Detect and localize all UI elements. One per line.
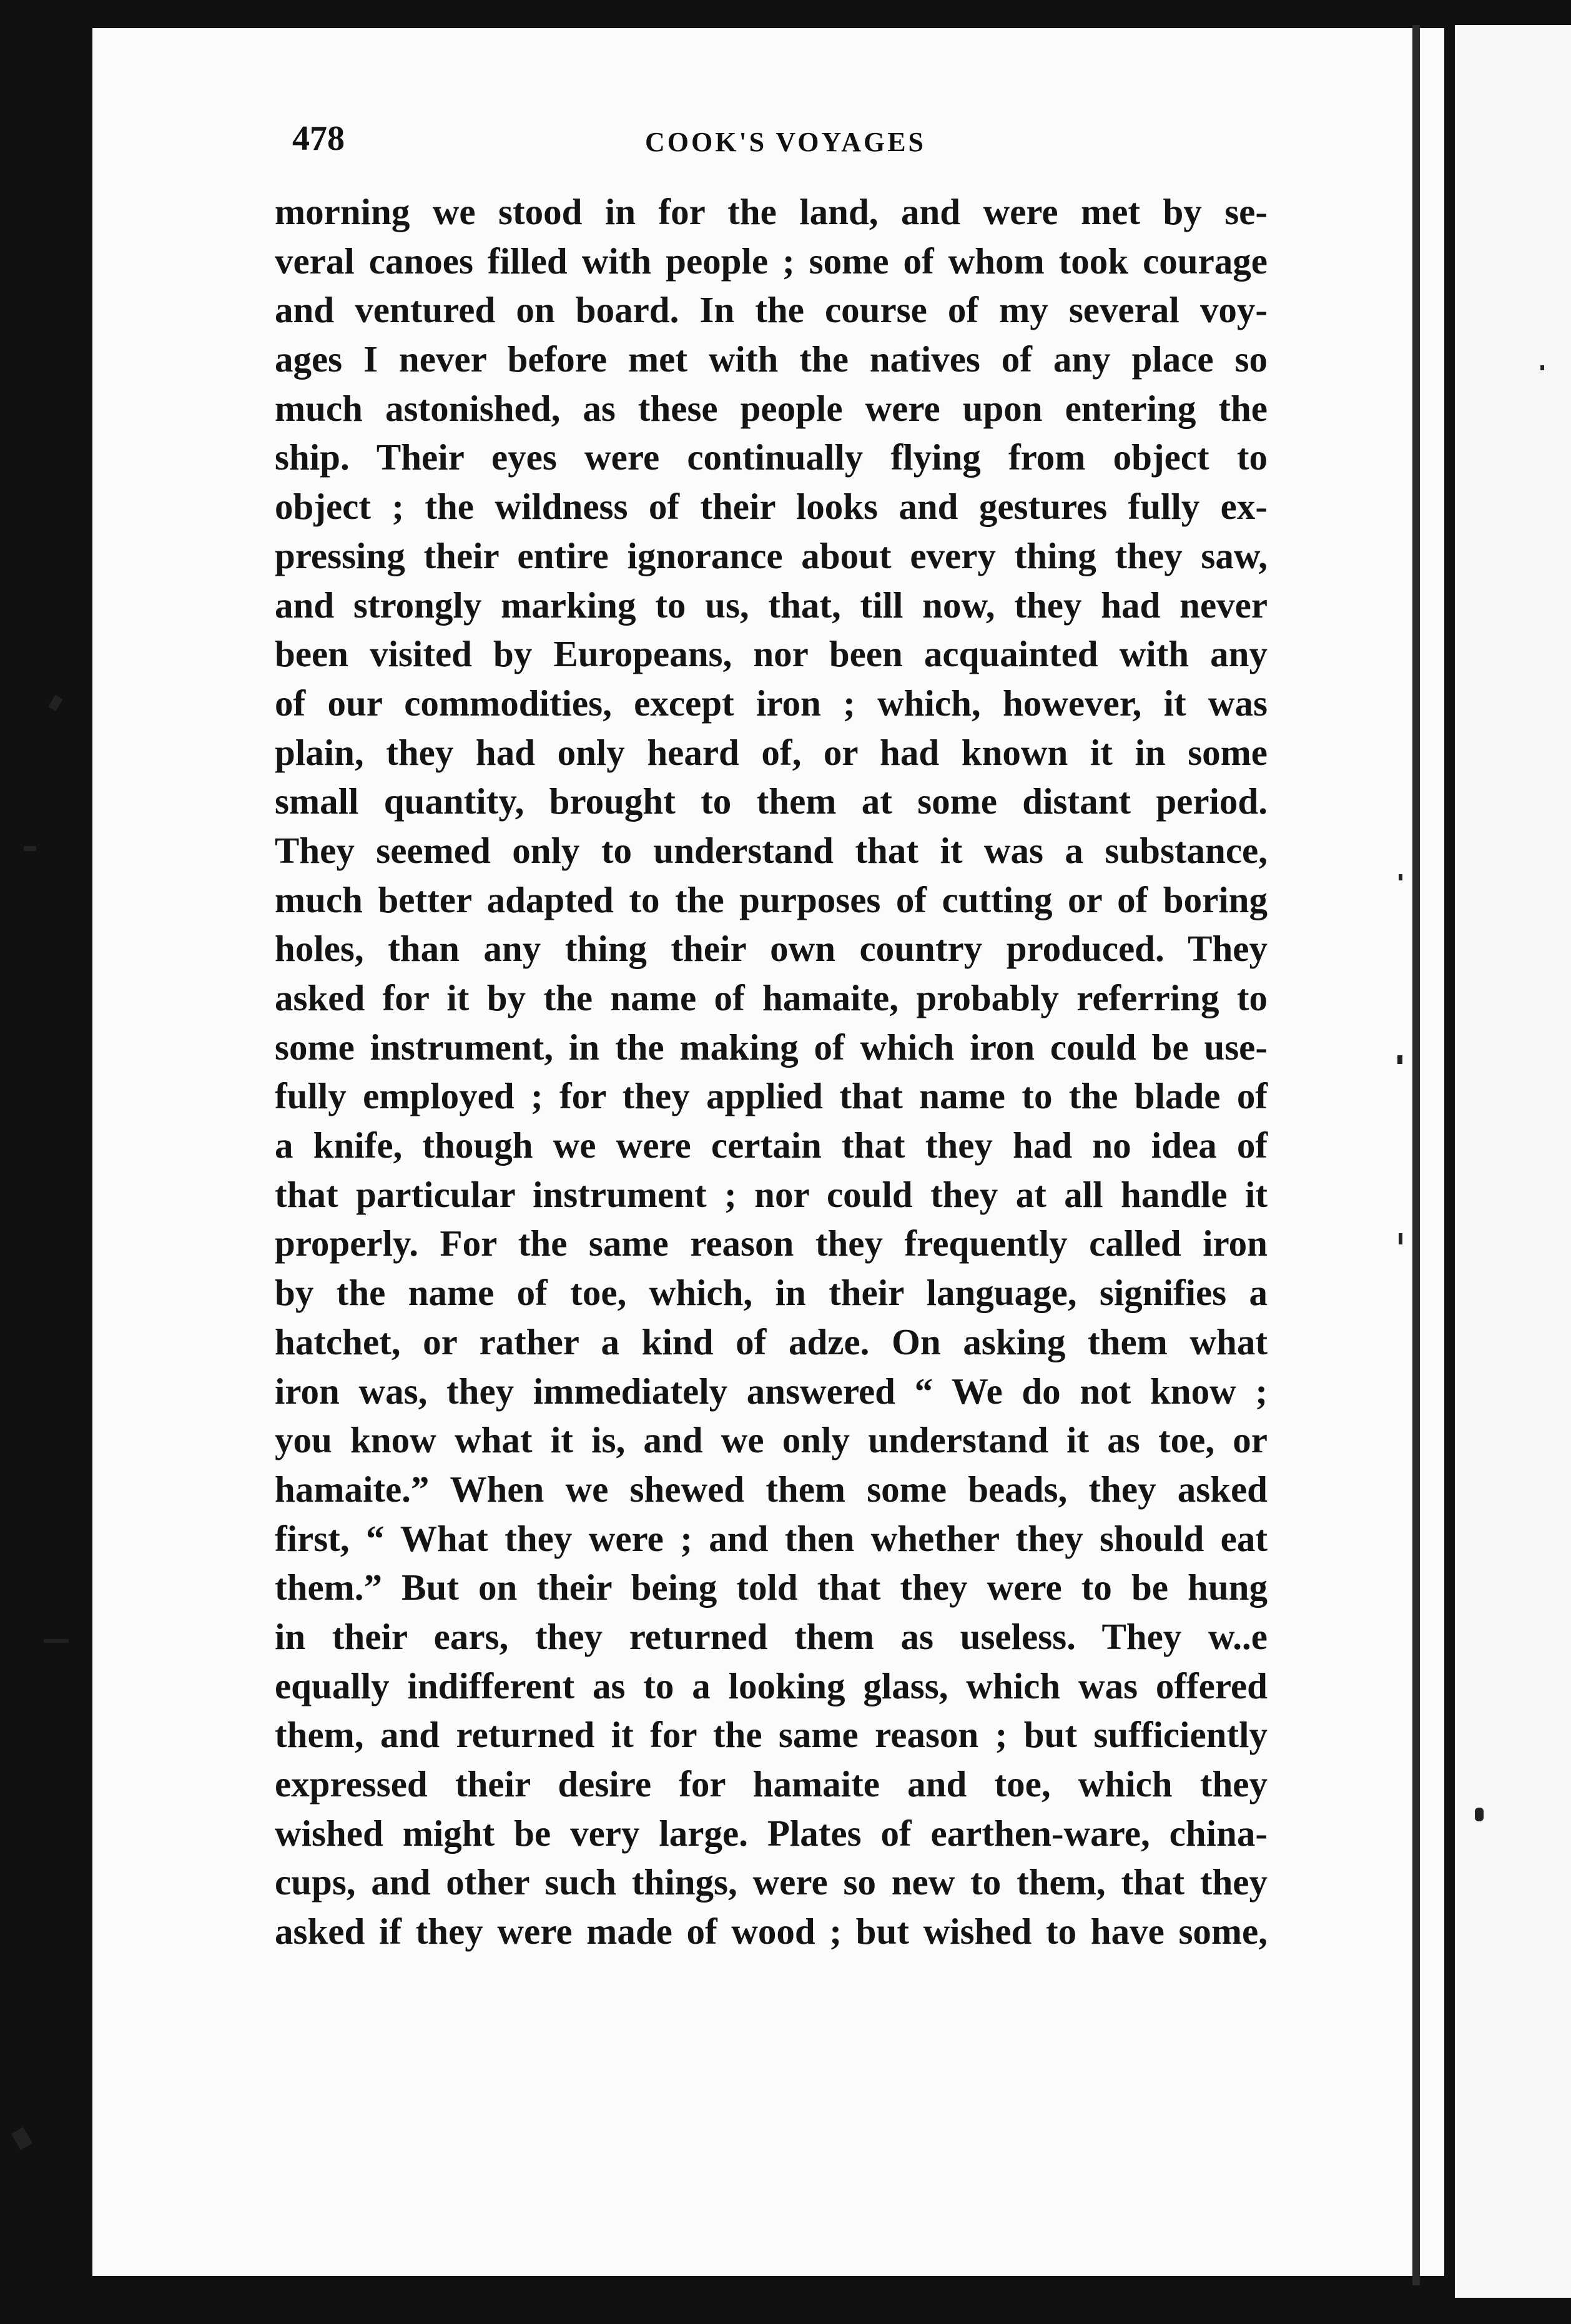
text-line: iron was, they immediately answered “ We do not know ; bbox=[275, 1370, 1268, 1412]
text-line: much astonished, as these people were upon entering the bbox=[275, 387, 1268, 429]
text-line: asked for it by the name of hamaite, probably referring to bbox=[275, 977, 1268, 1018]
text-line: fully employed ; for they applied that name to the blade of bbox=[275, 1075, 1268, 1117]
page-gutter-shadow bbox=[1412, 25, 1420, 2285]
adjacent-page-edge bbox=[1455, 25, 1571, 2298]
text-line: hatchet, or rather a kind of adze. On asking them what bbox=[275, 1321, 1268, 1362]
scan-speck bbox=[11, 2127, 32, 2150]
scan-speck bbox=[1399, 874, 1402, 880]
text-line: morning we stood in for the land, and were met by se- bbox=[275, 191, 1268, 232]
text-line: pressing their entire ignorance about every thing they saw, bbox=[275, 534, 1268, 576]
scan-speck bbox=[1540, 365, 1544, 370]
text-line: some instrument, in the making of which iron could be use- bbox=[275, 1026, 1268, 1068]
text-line: and strongly marking to us, that, till now, they had never bbox=[275, 584, 1268, 626]
text-line: small quantity, brought to them at some distant period. bbox=[275, 780, 1268, 822]
text-line: They seemed only to understand that it was a substance, bbox=[275, 829, 1268, 871]
text-line: equally indifferent as to a looking glass, which was offered bbox=[275, 1665, 1268, 1706]
text-line: asked if they were made of wood ; but wished to have some, bbox=[275, 1911, 1268, 1952]
text-line: ship. Their eyes were continually flying from object to bbox=[275, 436, 1268, 478]
text-line: a knife, though we were certain that they had no idea of bbox=[275, 1125, 1268, 1166]
text-line: plain, they had only heard of, or had known it in some bbox=[275, 731, 1268, 773]
text-line: object ; the wildness of their looks and gestures fully ex- bbox=[275, 486, 1268, 528]
text-line: much better adapted to the purposes of cutting or of boring bbox=[275, 879, 1268, 920]
scan-speck bbox=[48, 695, 62, 711]
page-header bbox=[292, 112, 1266, 169]
scan-speck bbox=[44, 1639, 69, 1643]
text-line: expressed their desire for hamaite and toe, which they bbox=[275, 1763, 1268, 1805]
text-line: them.” But on their being told that they were to be hung bbox=[275, 1567, 1268, 1608]
scan-speck bbox=[1475, 1808, 1484, 1821]
text-line: been visited by Europeans, nor been acquainted with any bbox=[275, 633, 1268, 675]
text-line: that particular instrument ; nor could they at all handle it bbox=[275, 1173, 1268, 1215]
text-line: ages I never before met with the natives of any place so bbox=[275, 338, 1268, 380]
text-line: cups, and other such things, were so new to them, that they bbox=[275, 1861, 1268, 1903]
text-line: and ventured on board. In the course of my several voy- bbox=[275, 289, 1268, 331]
text-line: them, and returned it for the same reason ; but sufficiently bbox=[275, 1714, 1268, 1756]
running-title: COOK'S VOYAGES bbox=[645, 127, 927, 157]
text-line: holes, than any thing their own country produced. They bbox=[275, 928, 1268, 970]
text-line: properly. For the same reason they frequently called iron bbox=[275, 1223, 1268, 1264]
page-number: 478 bbox=[292, 119, 345, 158]
text-line: you know what it is, and we only understand it as toe, or bbox=[275, 1419, 1268, 1461]
text-line: first, “ What they were ; and then whether they should eat bbox=[275, 1517, 1268, 1559]
scan-speck bbox=[1399, 1233, 1402, 1244]
text-line: of our commodities, except iron ; which, however, it was bbox=[275, 682, 1268, 724]
text-line: hamaite.” When we shewed them some beads, they asked bbox=[275, 1468, 1268, 1510]
text-line: veral canoes filled with people ; some of whom took courage bbox=[275, 240, 1268, 282]
text-line: by the name of toe, which, in their language, signifies a bbox=[275, 1272, 1268, 1314]
text-line: in their ears, they returned them as useless. They w..e bbox=[275, 1615, 1268, 1657]
body-text bbox=[275, 187, 1268, 1956]
text-line: wished might be very large. Plates of earthen-ware, china- bbox=[275, 1812, 1268, 1854]
scan-speck bbox=[1397, 1055, 1402, 1064]
scan-speck bbox=[24, 846, 36, 851]
